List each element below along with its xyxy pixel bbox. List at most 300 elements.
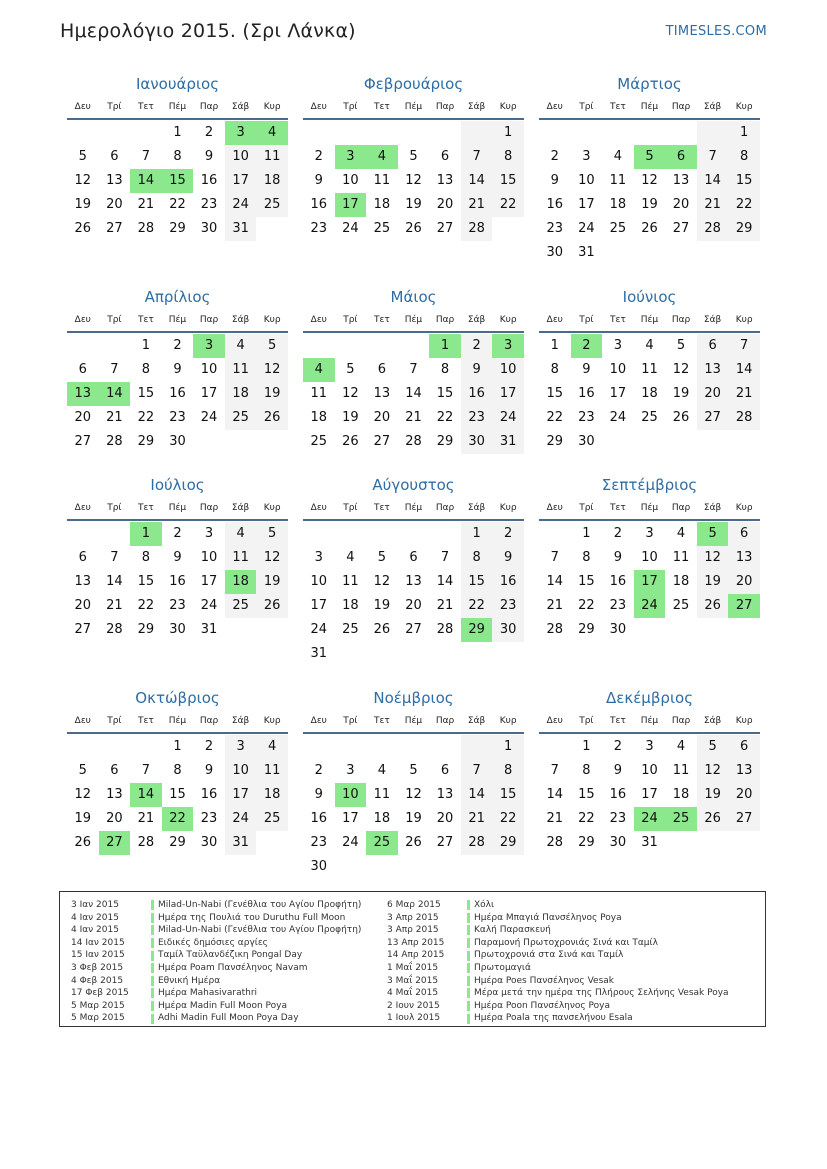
weekday-label: Τρί <box>343 315 358 325</box>
weekday-label: Τετ <box>610 102 626 112</box>
day-cell: 16 <box>609 574 627 589</box>
day-cell: 6 <box>110 763 119 778</box>
day-cell: 26 <box>697 594 729 618</box>
weekday-label: Τρί <box>107 716 122 726</box>
empty-cell <box>335 522 367 546</box>
day-cell: 9 <box>550 173 559 188</box>
week-row <box>539 121 760 145</box>
day-cell: 16 <box>310 197 328 212</box>
day-cell: 11 <box>256 759 288 783</box>
holiday-date: 1 Μαΐ 2015 <box>387 962 439 973</box>
month-name: Δεκέμβριος <box>605 689 693 707</box>
day-cell: 3 <box>225 735 257 759</box>
holiday-row <box>71 937 361 950</box>
day-cell: 8 <box>141 550 151 565</box>
week-row <box>303 546 524 570</box>
day-cell: 20 <box>405 598 422 613</box>
holiday-name: Adhi Madin Full Moon Poya Day <box>158 1013 299 1024</box>
week-row <box>539 193 760 217</box>
day-cell: 11 <box>256 145 288 169</box>
day-cell: 14 <box>546 574 564 589</box>
day-cell: 26 <box>641 221 658 236</box>
day-cell: 23 <box>578 410 595 425</box>
empty-cell <box>398 735 430 759</box>
day-cell: 9 <box>492 546 524 570</box>
day-cell: 1 <box>173 125 182 140</box>
day-cell: 7 <box>409 362 418 377</box>
weekday-label: Πέμ <box>404 503 423 513</box>
day-cell: 17 <box>200 386 218 401</box>
holiday-row <box>71 1000 361 1013</box>
day-cell: 18 <box>225 382 257 406</box>
day-cell: 11 <box>225 358 257 382</box>
day-cell: 23 <box>310 221 328 236</box>
day-cell: 3 <box>645 526 654 541</box>
day-cell: 13 <box>728 546 760 570</box>
day-cell: 30 <box>492 618 524 642</box>
day-cell: 16 <box>310 811 328 826</box>
day-cell: 10 <box>200 550 218 565</box>
week-row <box>539 430 760 454</box>
day-cell: 18 <box>641 386 658 401</box>
day-cell: 25 <box>672 598 690 613</box>
weekday-label: Κυρ <box>263 102 281 112</box>
week-row <box>539 358 760 382</box>
weekday-header <box>303 710 524 734</box>
weekday-label: Παρ <box>671 716 691 726</box>
day-cell: 24 <box>225 807 257 831</box>
day-cell: 27 <box>672 221 690 236</box>
day-cell: 27 <box>74 434 92 449</box>
holiday-marker <box>467 913 470 923</box>
weekday-label: Τετ <box>610 315 626 325</box>
brand-link[interactable]: TIMESLES.COM <box>665 24 767 39</box>
day-cell: 18 <box>672 574 690 589</box>
holiday-row <box>71 899 361 912</box>
day-cell: 31 <box>310 646 328 661</box>
day-cell: 7 <box>110 362 119 377</box>
day-cell: 18 <box>310 410 328 425</box>
holiday-row <box>71 912 361 925</box>
empty-cell <box>303 334 335 358</box>
day-cell: 3 <box>613 338 623 353</box>
empty-cell <box>728 430 760 454</box>
day-cell: 19 <box>256 570 288 594</box>
day-cell: 17 <box>492 382 524 406</box>
day-cell: 9 <box>314 173 323 188</box>
day-cell: 26 <box>256 406 288 430</box>
day-cell: 22 <box>169 197 186 212</box>
weekday-label: Τρί <box>343 102 358 112</box>
empty-cell <box>429 735 461 759</box>
week-row <box>303 430 524 454</box>
week-row <box>303 145 524 169</box>
weekday-label: Τρί <box>107 503 122 513</box>
day-cell: 28 <box>461 217 493 241</box>
day-cell: 17 <box>335 193 367 217</box>
empty-cell <box>303 522 335 546</box>
holiday-list <box>59 891 766 1027</box>
week-row <box>539 594 760 618</box>
day-cell: 15 <box>728 169 760 193</box>
weekday-label: Τετ <box>374 503 390 513</box>
day-cell: 12 <box>405 787 422 802</box>
weekday-label: Δευ <box>310 503 327 513</box>
weekday-label: Παρ <box>671 315 691 325</box>
day-cell: 21 <box>728 382 760 406</box>
day-cell: 3 <box>582 149 591 164</box>
day-cell: 28 <box>436 622 454 637</box>
weekday-label: Τρί <box>343 716 358 726</box>
month-name: Νοέμβριος <box>373 689 454 707</box>
holiday-date: 6 Μαρ 2015 <box>387 900 441 910</box>
holiday-marker <box>467 1001 470 1011</box>
day-cell: 3 <box>204 526 214 541</box>
day-cell: 29 <box>578 622 595 637</box>
day-cell: 21 <box>436 598 454 613</box>
day-cell: 15 <box>169 787 186 802</box>
month-block <box>67 285 288 454</box>
empty-cell <box>256 217 288 241</box>
day-cell: 18 <box>256 169 288 193</box>
week-row <box>67 759 288 783</box>
weekday-label: Κυρ <box>735 315 753 325</box>
week-row <box>67 193 288 217</box>
weekday-label: Πέμ <box>404 315 423 325</box>
day-cell: 5 <box>409 763 418 778</box>
day-cell: 22 <box>728 193 760 217</box>
day-cell: 4 <box>225 522 257 546</box>
week-row <box>303 642 524 666</box>
holiday-column-1 <box>71 899 361 1025</box>
empty-cell <box>398 334 430 358</box>
empty-cell <box>366 334 398 358</box>
day-cell: 20 <box>672 197 690 212</box>
empty-cell <box>602 121 634 145</box>
empty-cell <box>67 334 99 358</box>
day-cell: 18 <box>256 783 288 807</box>
month-name: Ιανουάριος <box>135 75 219 93</box>
day-cell: 7 <box>141 763 151 778</box>
week-row <box>67 430 288 454</box>
day-cell: 19 <box>405 197 422 212</box>
day-cell: 13 <box>74 574 92 589</box>
holiday-name: Ημέρα Mahasivarathri <box>158 988 258 999</box>
weekday-label: Κυρ <box>499 315 517 325</box>
day-cell: 15 <box>461 570 493 594</box>
holiday-date: 2 Ιουν 2015 <box>387 1000 440 1011</box>
weekday-label: Τρί <box>343 503 358 513</box>
day-cell: 21 <box>697 193 729 217</box>
weekday-label: Κυρ <box>735 102 753 112</box>
day-cell: 12 <box>697 759 729 783</box>
day-cell: 9 <box>204 149 214 164</box>
day-cell: 9 <box>173 362 182 377</box>
week-row <box>303 217 524 241</box>
holiday-name: Ημέρα Poon Πανσέληνος Poya <box>474 1000 611 1011</box>
holiday-date: 14 Απρ 2015 <box>387 950 445 961</box>
weekday-label: Πέμ <box>168 503 187 513</box>
day-cell: 27 <box>405 622 422 637</box>
day-cell: 5 <box>676 338 686 353</box>
weekday-label: Τρί <box>579 716 594 726</box>
day-cell: 7 <box>728 334 760 358</box>
month-name: Απρίλιος <box>144 288 211 306</box>
day-cell: 19 <box>405 811 422 826</box>
day-cell: 5 <box>78 149 87 164</box>
day-cell: 22 <box>137 598 155 613</box>
empty-cell <box>366 855 398 879</box>
day-cell: 31 <box>641 835 658 850</box>
week-row <box>303 594 524 618</box>
day-cell: 30 <box>609 835 627 850</box>
week-row <box>539 618 760 642</box>
empty-cell <box>492 217 524 241</box>
month-block <box>539 473 760 642</box>
empty-cell <box>492 642 524 666</box>
day-cell: 17 <box>609 386 627 401</box>
week-row <box>67 382 288 406</box>
day-cell: 9 <box>204 763 214 778</box>
holiday-row <box>71 987 361 1000</box>
day-cell: 13 <box>728 759 760 783</box>
weekday-label: Κυρ <box>735 503 753 513</box>
day-cell: 10 <box>641 550 658 565</box>
day-cell: 10 <box>609 362 627 377</box>
day-cell: 20 <box>436 197 454 212</box>
holiday-name: Εθνική Ημέρα <box>158 975 221 986</box>
weekday-label: Κυρ <box>263 315 281 325</box>
weekday-label: Κυρ <box>735 716 753 726</box>
weekday-label: Πέμ <box>168 315 187 325</box>
day-cell: 25 <box>225 594 257 618</box>
day-cell: 15 <box>546 386 564 401</box>
day-cell: 12 <box>697 546 729 570</box>
day-cell: 19 <box>697 570 729 594</box>
day-cell: 9 <box>461 358 493 382</box>
month-name: Σεπτέμβριος <box>601 476 698 494</box>
week-row <box>539 406 760 430</box>
day-cell: 14 <box>130 169 162 193</box>
day-cell: 4 <box>256 121 288 145</box>
empty-cell <box>461 642 493 666</box>
day-cell: 20 <box>106 811 123 826</box>
day-cell: 19 <box>373 598 391 613</box>
day-cell: 17 <box>310 598 328 613</box>
week-row <box>539 241 760 265</box>
day-cell: 22 <box>162 807 194 831</box>
weekday-label: Σάβ <box>467 503 486 513</box>
weekday-label: Δευ <box>546 102 563 112</box>
day-cell: 19 <box>74 197 92 212</box>
weekday-label: Δευ <box>310 716 327 726</box>
week-row <box>67 783 288 807</box>
holiday-name: Ημέρα Poes Πανσέληνος Vesak <box>474 975 614 986</box>
holiday-marker <box>467 963 470 973</box>
holiday-name: Milad-Un-Nabi (Γενέθλια του Αγίου Προφήτη) <box>158 925 362 936</box>
day-cell: 13 <box>436 173 454 188</box>
day-cell: 27 <box>728 807 760 831</box>
weekday-label: Τετ <box>374 716 390 726</box>
day-cell: 4 <box>645 338 654 353</box>
weekday-header <box>67 710 288 734</box>
empty-cell <box>697 241 729 265</box>
day-cell: 23 <box>492 594 524 618</box>
weekday-label: Δευ <box>310 315 327 325</box>
week-row <box>539 334 760 358</box>
weekday-label: Σάβ <box>231 102 250 112</box>
weekday-label: Παρ <box>435 102 455 112</box>
weekday-label: Παρ <box>671 503 691 513</box>
day-cell: 26 <box>373 622 391 637</box>
day-cell: 10 <box>335 783 367 807</box>
day-cell: 6 <box>78 362 87 377</box>
empty-cell <box>728 831 760 855</box>
day-cell: 15 <box>137 574 155 589</box>
day-cell: 4 <box>346 550 355 565</box>
empty-cell <box>99 735 131 759</box>
day-cell: 16 <box>578 386 595 401</box>
weekday-label: Σάβ <box>467 102 486 112</box>
day-cell: 3 <box>645 739 654 754</box>
holiday-marker <box>151 951 154 961</box>
day-cell: 1 <box>492 121 524 145</box>
holiday-marker <box>467 900 470 910</box>
day-cell: 30 <box>609 622 627 637</box>
weekday-label: Κυρ <box>499 503 517 513</box>
weekday-header <box>539 710 760 734</box>
empty-cell <box>602 241 634 265</box>
weekday-label: Δευ <box>74 315 91 325</box>
holiday-name: Milad-Un-Nabi (Γενέθλια του Αγίου Προφήτη) <box>158 900 362 910</box>
empty-cell <box>366 121 398 145</box>
holiday-name: Ημέρα της Πουλιά του Duruthu Full Moon <box>158 912 346 923</box>
weekday-label: Τετ <box>374 102 390 112</box>
day-cell: 19 <box>641 197 658 212</box>
weekday-label: Δευ <box>310 102 327 112</box>
day-cell: 25 <box>256 807 288 831</box>
day-cell: 21 <box>546 811 564 826</box>
day-cell: 13 <box>697 358 729 382</box>
day-cell: 24 <box>200 410 218 425</box>
day-cell: 8 <box>582 763 591 778</box>
day-cell: 27 <box>74 622 92 637</box>
week-row <box>67 807 288 831</box>
empty-cell <box>256 618 288 642</box>
holiday-row <box>71 962 361 975</box>
holiday-marker <box>467 925 470 935</box>
weekday-label: Τετ <box>138 716 154 726</box>
week-row <box>67 406 288 430</box>
holiday-row <box>387 987 729 1000</box>
day-cell: 25 <box>373 221 391 236</box>
week-row <box>303 807 524 831</box>
day-cell: 14 <box>99 382 131 406</box>
day-cell: 2 <box>173 338 182 353</box>
day-cell: 25 <box>641 410 658 425</box>
day-cell: 7 <box>461 145 493 169</box>
holiday-date: 4 Μαΐ 2015 <box>387 988 439 999</box>
day-cell: 23 <box>169 410 186 425</box>
day-cell: 23 <box>546 221 564 236</box>
holiday-row <box>387 912 729 925</box>
day-cell: 10 <box>492 358 524 382</box>
weekday-label: Πέμ <box>168 102 187 112</box>
day-cell: 2 <box>204 739 214 754</box>
holiday-row <box>387 949 729 962</box>
day-cell: 3 <box>335 145 367 169</box>
weekday-label: Τετ <box>138 102 154 112</box>
day-cell: 17 <box>578 197 595 212</box>
day-cell: 16 <box>169 386 186 401</box>
day-cell: 6 <box>728 522 760 546</box>
day-cell: 6 <box>440 149 450 164</box>
holiday-marker <box>151 900 154 910</box>
month-block <box>303 686 524 879</box>
day-cell: 14 <box>405 386 422 401</box>
week-row <box>303 169 524 193</box>
day-cell: 29 <box>492 831 524 855</box>
day-cell: 26 <box>256 594 288 618</box>
day-cell: 6 <box>665 145 697 169</box>
empty-cell <box>398 121 430 145</box>
empty-cell <box>366 642 398 666</box>
month-block <box>303 72 524 241</box>
day-cell: 28 <box>137 221 155 236</box>
day-cell: 1 <box>492 735 524 759</box>
day-cell: 1 <box>728 121 760 145</box>
weekday-label: Παρ <box>199 716 219 726</box>
day-cell: 11 <box>672 550 690 565</box>
empty-cell <box>539 121 571 145</box>
day-cell: 10 <box>641 763 658 778</box>
day-cell: 29 <box>137 622 155 637</box>
day-cell: 9 <box>173 550 182 565</box>
day-cell: 12 <box>641 173 658 188</box>
weekday-label: Κυρ <box>263 716 281 726</box>
day-cell: 25 <box>225 406 257 430</box>
day-cell: 12 <box>74 173 92 188</box>
day-cell: 25 <box>342 622 359 637</box>
day-cell: 2 <box>314 763 323 778</box>
day-cell: 13 <box>436 787 454 802</box>
week-row <box>303 855 524 879</box>
day-cell: 21 <box>137 197 155 212</box>
holiday-date: 5 Μαρ 2015 <box>71 1013 125 1024</box>
day-cell: 13 <box>373 386 391 401</box>
day-cell: 25 <box>256 193 288 217</box>
holiday-name: Πρωτοχρονιά στα Σινά και Ταμίλ <box>474 950 624 961</box>
day-cell: 18 <box>342 598 359 613</box>
day-cell: 11 <box>373 173 391 188</box>
day-cell: 26 <box>342 434 359 449</box>
empty-cell <box>335 855 367 879</box>
day-cell: 6 <box>377 362 387 377</box>
empty-cell <box>256 430 288 454</box>
empty-cell <box>728 241 760 265</box>
day-cell: 22 <box>578 598 595 613</box>
empty-cell <box>665 241 697 265</box>
day-cell: 12 <box>342 386 359 401</box>
week-row <box>303 358 524 382</box>
weekday-header <box>539 497 760 521</box>
day-cell: 8 <box>173 763 182 778</box>
week-row <box>303 193 524 217</box>
day-cell: 31 <box>578 245 595 260</box>
day-cell: 7 <box>110 550 119 565</box>
day-cell: 27 <box>728 594 760 618</box>
holiday-marker <box>151 1014 154 1024</box>
